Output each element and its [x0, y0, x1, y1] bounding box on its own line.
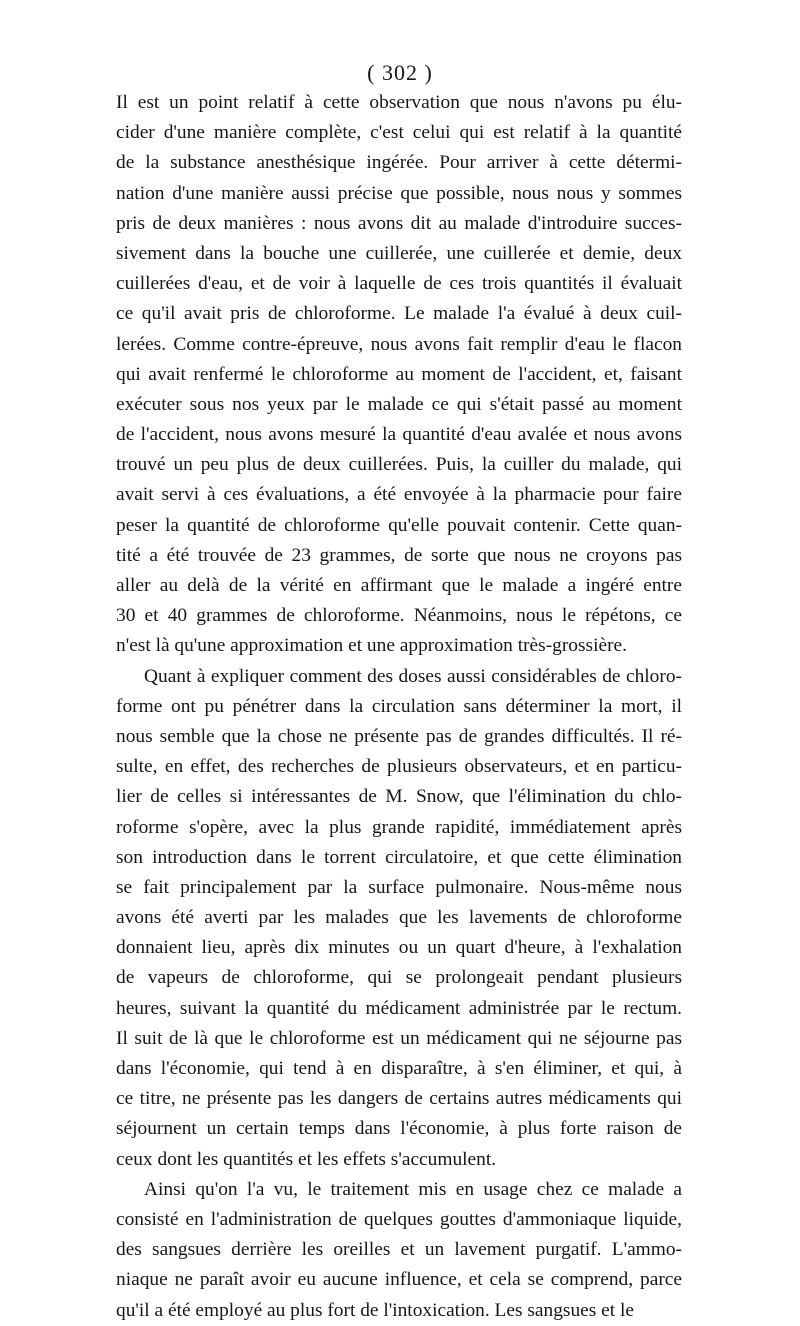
paragraph-2-line: Il suit de là que le chloroforme est un médicament qui ne séjourne pas	[116, 1027, 682, 1049]
paragraph-2-line: sulte, en effet, des recherches de plusieurs observateurs, et en particu-	[116, 756, 682, 778]
paragraph-1-line: nation d'une manière aussi précise que possible, nous nous y sommes	[116, 182, 682, 204]
paragraph-1-line: de la substance anesthésique ingérée. Pour arriver à cette détermi-	[116, 152, 682, 174]
paragraph-1-line: exécuter sous nos yeux par le malade ce qui s'était passé au moment	[116, 393, 682, 415]
paragraph-1-line: avait servi à ces évaluations, a été envoyée à la pharmacie pour faire	[116, 484, 682, 506]
paragraph-2-line: lier de celles si intéressantes de M. Snow, que l'élimination du chlo-	[116, 786, 682, 808]
paragraph-1-line: 30 et 40 grammes de chloroforme. Néanmoins, nous le répétons, ce	[116, 605, 682, 627]
paragraph-1-line: de l'accident, nous avons mesuré la quantité d'eau avalée et nous avons	[116, 424, 682, 446]
paragraph-2-line: roforme s'opère, avec la plus grande rapidité, immédiatement après	[116, 816, 682, 838]
paragraph-2-line: dans l'économie, qui tend à en disparaître, à s'en éliminer, et qui, à	[116, 1058, 682, 1079]
paragraph-2-line: ce titre, ne présente pas les dangers de certains autres médicaments qui	[116, 1088, 682, 1110]
paragraph-3-line: des sangsues derrière les oreilles et un lavement purgatif. L'ammo-	[116, 1239, 682, 1261]
page-number: ( 302 )	[367, 60, 433, 85]
paragraph-1-line: cider d'une manière complète, c'est celui qui est relatif à la quantité	[116, 122, 682, 144]
paragraph-1-line: aller au delà de la vérité en affirmant que le malade a ingéré entre	[116, 575, 682, 596]
paragraph-1-line: ce qu'il avait pris de chloroforme. Le malade l'a évalué à deux cuil-	[116, 303, 682, 325]
paragraph-2-line: forme ont pu pénétrer dans la circulation sans déterminer la mort, il	[116, 695, 682, 717]
paragraph-2-line: ceux dont les quantités et les effets s'accumulent.	[116, 1148, 497, 1170]
paragraph-1-line: pris de deux manières : nous avons dit au malade d'introduire succes-	[116, 212, 682, 234]
paragraph-2-line: nous semble que la chose ne présente pas de grandes difficultés. Il ré-	[116, 725, 682, 747]
paragraph-2-line: heures, suivant la quantité du médicament administrée par le rectum.	[116, 997, 682, 1019]
paragraph-1-line: Il est un point relatif à cette observation que nous n'avons pu élu-	[116, 92, 682, 113]
paragraph-2-line: se fait principalement par la surface pulmonaire. Nous-même nous	[116, 876, 682, 898]
paragraph-2-line: son introduction dans le torrent circulatoire, et que cette élimination	[116, 846, 682, 868]
paragraph-1-line: peser la quantité de chloroforme qu'elle pouvait contenir. Cette quan-	[116, 514, 682, 536]
paragraph-1-line: cuillerées d'eau, et de voir à laquelle de ces trois quantités il évaluait	[116, 273, 682, 295]
paragraph-2-line: de vapeurs de chloroforme, qui se prolongeait pendant plusieurs	[116, 967, 682, 989]
paragraph-3-line: qu'il a été employé au plus fort de l'intoxication. Les sangsues et le	[116, 1299, 635, 1321]
paragraph-1-line: tité a été trouvée de 23 grammes, de sorte que nous ne croyons pas	[116, 544, 682, 566]
paragraph-2-line: séjournent un certain temps dans l'économie, à plus forte raison de	[116, 1118, 682, 1140]
paragraph-1-line: qui avait renfermé le chloroforme au moment de l'accident, et, faisant	[116, 363, 682, 385]
paragraph-2-line: Quant à expliquer comment des doses aussi considérables de chloro-	[144, 665, 682, 687]
body-text	[116, 88, 682, 1326]
paragraph-3-line: niaque ne paraît avoir eu aucune influence, et cela se comprend, parce	[116, 1269, 682, 1291]
paragraph-1-line: n'est là qu'une approximation et une approximation très-grossière.	[116, 635, 628, 657]
paragraph-3-line: Ainsi qu'on l'a vu, le traitement mis en usage chez ce malade a	[144, 1178, 682, 1200]
paragraph-2-line: avons été averti par les malades que les lavements de chloroforme	[116, 907, 682, 929]
paragraph-1-line: sivement dans la bouche une cuillerée, une cuillerée et demie, deux	[116, 242, 682, 264]
paragraph-1-line: lerées. Comme contre-épreuve, nous avons fait remplir d'eau le flacon	[116, 333, 682, 355]
paragraph-2-line: donnaient lieu, après dix minutes ou un quart d'heure, à l'exhalation	[116, 937, 682, 959]
paragraph-3-line: consisté en l'administration de quelques gouttes d'ammoniaque liquide,	[116, 1208, 682, 1230]
paragraph-1-line: trouvé un peu plus de deux cuillerées. Puis, la cuiller du malade, qui	[116, 454, 682, 476]
